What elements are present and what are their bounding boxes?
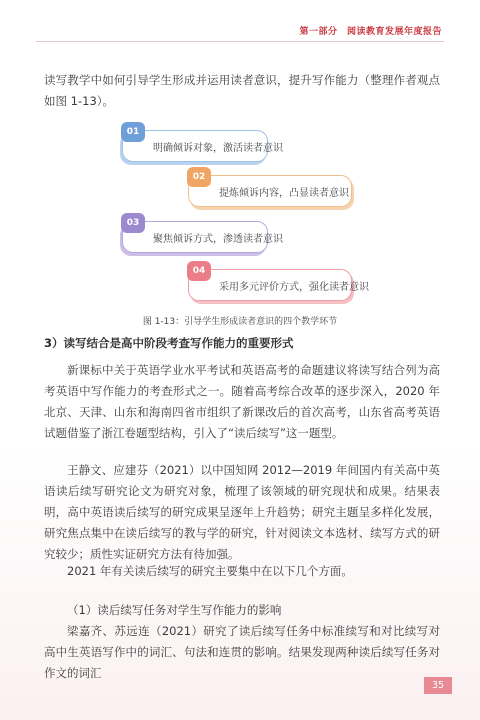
step-2-text: 提炼倾诉内容，凸显读者意识 <box>219 188 349 199</box>
header-title: 第一部分 阅读教育发展年度报告 <box>299 27 442 37</box>
step-1-box <box>122 127 283 162</box>
step-4-text: 采用多元评价方式，强化读者意识 <box>219 282 369 293</box>
body-paragraph-1: 新课标中关于英语学业水平考试和英语高考的命题建议将读写结合列为高考英语中写作能力的考查形式之一。随着高考综合改革的逐步深入，2020 年北京、天津、山东和海南四省市组织了新课改后的首次高考，山东省高考英语试题借鉴了浙江卷题型结构，引入了“读后续写”这一题型。 <box>44 363 440 440</box>
subsection-heading: （1）读后续写任务对学生写作能力的影响 <box>67 603 282 617</box>
step-3-text: 聚焦倾诉方式，渗透读者意识 <box>153 234 283 245</box>
body-paragraph-4: 梁嘉齐、苏远连（2021）研究了读后续写任务中标准续写和对比续写对高中生英语写作中的词汇、句法和连贯的影响。结果发现两种读后续写任务对作文的词汇 <box>44 624 440 680</box>
figure-caption: 图 1-13：引导学生形成读者意识的四个教学环节 <box>142 317 338 327</box>
step-2-box <box>188 172 352 207</box>
intro-paragraph: 读写教学中如何引导学生形成并运用读者意识，提升写作能力（整理作者观点如图 1-13）。 <box>44 73 440 108</box>
step-4-number: 04 <box>187 261 211 281</box>
step-1-number: 01 <box>121 122 145 142</box>
body-paragraph-2: 王静文、应建芬（2021）以中国知网 2012—2019 年间国内有关高中英语读后续写研究论文为研究对象，梳理了该领域的研究现状和成果。结果表明，高中英语读后续写的研究成果呈逐年上升趋势；研究主题呈多样化发展，研究焦点集中在读后续写的教与学的研究，针对阅读文本选材、续写方式的研究较少；质性实证研究方法有待加强。 <box>44 463 440 561</box>
step-4-box <box>188 266 369 301</box>
page-number: 35 <box>424 677 452 694</box>
header-divider <box>36 41 444 42</box>
step-3-number: 03 <box>121 213 145 233</box>
section-heading: 3）读写结合是高中阶段考查写作能力的重要形式 <box>44 336 294 350</box>
step-1-text: 明确倾诉对象，激活读者意识 <box>153 143 283 154</box>
step-3-box <box>122 218 283 253</box>
body-paragraph-3: 2021 年有关读后续写的研究主要集中在以下几个方面。 <box>67 564 353 578</box>
step-2-number: 02 <box>187 167 211 187</box>
